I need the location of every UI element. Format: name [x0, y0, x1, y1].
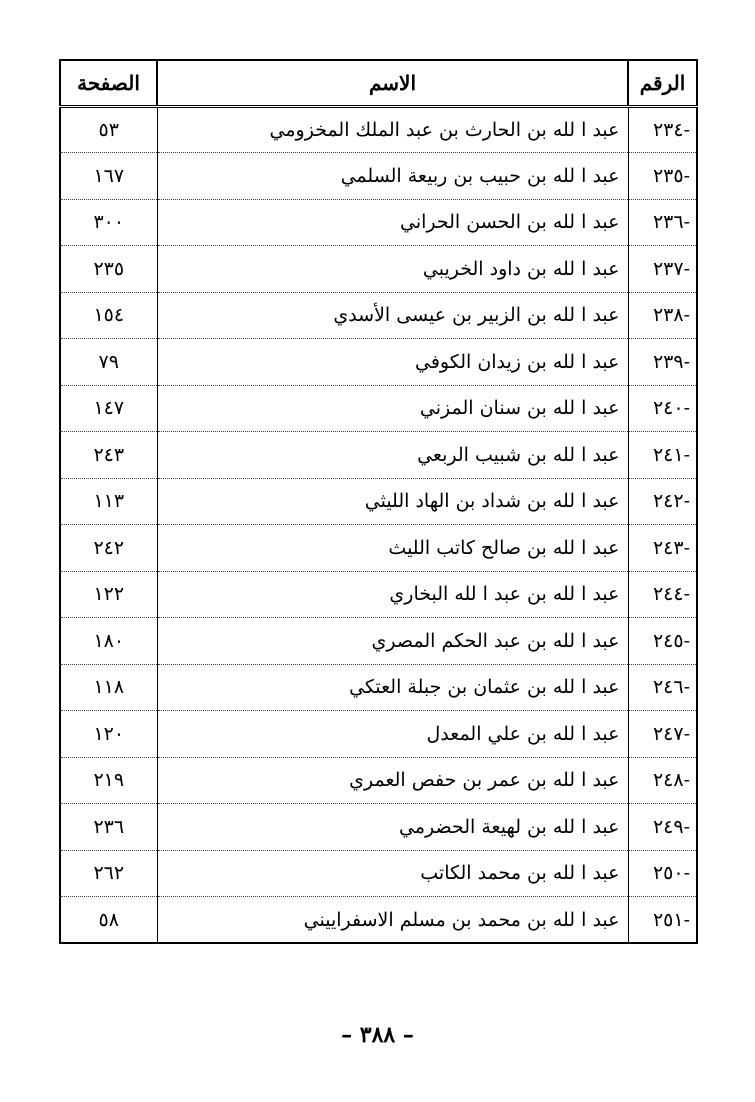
row-name: عبد ا لله بن عثمان بن جبلة العتكي: [157, 664, 628, 711]
row-page: ٢١٩: [60, 757, 157, 804]
header-page: الصفحة: [60, 60, 157, 106]
row-name: عبد ا لله بن عمر بن حفص العمري: [157, 757, 628, 804]
row-name: عبد ا لله بن سنان المزني: [157, 385, 628, 432]
row-page: ١٦٧: [60, 153, 157, 200]
table-row: [60, 804, 697, 851]
header-name: الاسم: [157, 60, 628, 106]
row-name: عبد ا لله بن حبيب بن ربيعة السلمي: [157, 153, 628, 200]
row-number: -٢٤١: [628, 432, 697, 479]
table-row: [60, 199, 697, 246]
row-number: -٢٤٤: [628, 571, 697, 618]
row-number: -٢٤٧: [628, 711, 697, 758]
row-name: عبد ا لله بن الزبير بن عيسى الأسدي: [157, 292, 628, 339]
row-page: ١٢٠: [60, 711, 157, 758]
table-row: [60, 292, 697, 339]
table-row: [60, 339, 697, 386]
row-page: ٢٣٥: [60, 246, 157, 293]
row-number: -٢٤٣: [628, 525, 697, 572]
row-name: عبد ا لله بن محمد الكاتب: [157, 850, 628, 897]
row-name: عبد ا لله بن شداد بن الهاد الليثي: [157, 478, 628, 525]
table-row: [60, 850, 697, 897]
row-page: ٢٦٢: [60, 850, 157, 897]
row-number: -٢٤٦: [628, 664, 697, 711]
table-row: [60, 757, 697, 804]
row-name: عبد ا لله بن عبد الحكم المصري: [157, 618, 628, 665]
row-number: -٢٥١: [628, 897, 697, 944]
row-page: ١٤٧: [60, 385, 157, 432]
row-page: ٢٤٣: [60, 432, 157, 479]
table-header-row: [60, 60, 697, 106]
table-row: [60, 897, 697, 944]
row-name: عبد ا لله بن لهيعة الحضرمي: [157, 804, 628, 851]
row-number: -٢٣٥: [628, 153, 697, 200]
row-page: ٣٠٠: [60, 199, 157, 246]
table-body: [60, 106, 697, 943]
row-page: ١٢٢: [60, 571, 157, 618]
row-number: -٢٤٩: [628, 804, 697, 851]
row-name: عبد ا لله بن زيدان الكوفي: [157, 339, 628, 386]
row-number: -٢٤٥: [628, 618, 697, 665]
row-page: ٢٣٦: [60, 804, 157, 851]
row-number: -٢٣٩: [628, 339, 697, 386]
table-row: [60, 571, 697, 618]
row-name: عبد ا لله بن محمد بن مسلم الاسفراييني: [157, 897, 628, 944]
name-index-table: [59, 59, 698, 944]
row-name: عبد ا لله بن الحارث بن عبد الملك المخزومي: [157, 106, 628, 153]
table-row: [60, 153, 697, 200]
table-row: [60, 478, 697, 525]
row-number: -٢٤٢: [628, 478, 697, 525]
row-number: -٢٣٤: [628, 106, 697, 153]
row-page: ٧٩: [60, 339, 157, 386]
row-name: عبد ا لله بن شبيب الربعي: [157, 432, 628, 479]
row-number: -٢٥٠: [628, 850, 697, 897]
row-name: عبد ا لله بن عبد ا لله البخاري: [157, 571, 628, 618]
row-number: -٢٤٨: [628, 757, 697, 804]
table-row: [60, 385, 697, 432]
row-name: عبد ا لله بن علي المعدل: [157, 711, 628, 758]
row-page: ١٨٠: [60, 618, 157, 665]
table-row: [60, 106, 697, 153]
table-row: [60, 711, 697, 758]
row-number: -٢٣٧: [628, 246, 697, 293]
page-number: – ٣٨٨ –: [341, 1022, 414, 1048]
table-row: [60, 246, 697, 293]
row-number: -٢٣٨: [628, 292, 697, 339]
header-number: الرقم: [628, 60, 697, 106]
row-page: ١٥٤: [60, 292, 157, 339]
row-name: عبد ا لله بن داود الخريبي: [157, 246, 628, 293]
row-page: ٥٣: [60, 106, 157, 153]
row-page: ٥٨: [60, 897, 157, 944]
row-page: ١١٣: [60, 478, 157, 525]
table-row: [60, 664, 697, 711]
row-page: ١١٨: [60, 664, 157, 711]
row-name: عبد ا لله بن صالح كاتب الليث: [157, 525, 628, 572]
row-page: ٢٤٢: [60, 525, 157, 572]
table-row: [60, 525, 697, 572]
table-row: [60, 618, 697, 665]
table-row: [60, 432, 697, 479]
row-name: عبد ا لله بن الحسن الحراني: [157, 199, 628, 246]
row-number: -٢٣٦: [628, 199, 697, 246]
row-number: -٢٤٠: [628, 385, 697, 432]
